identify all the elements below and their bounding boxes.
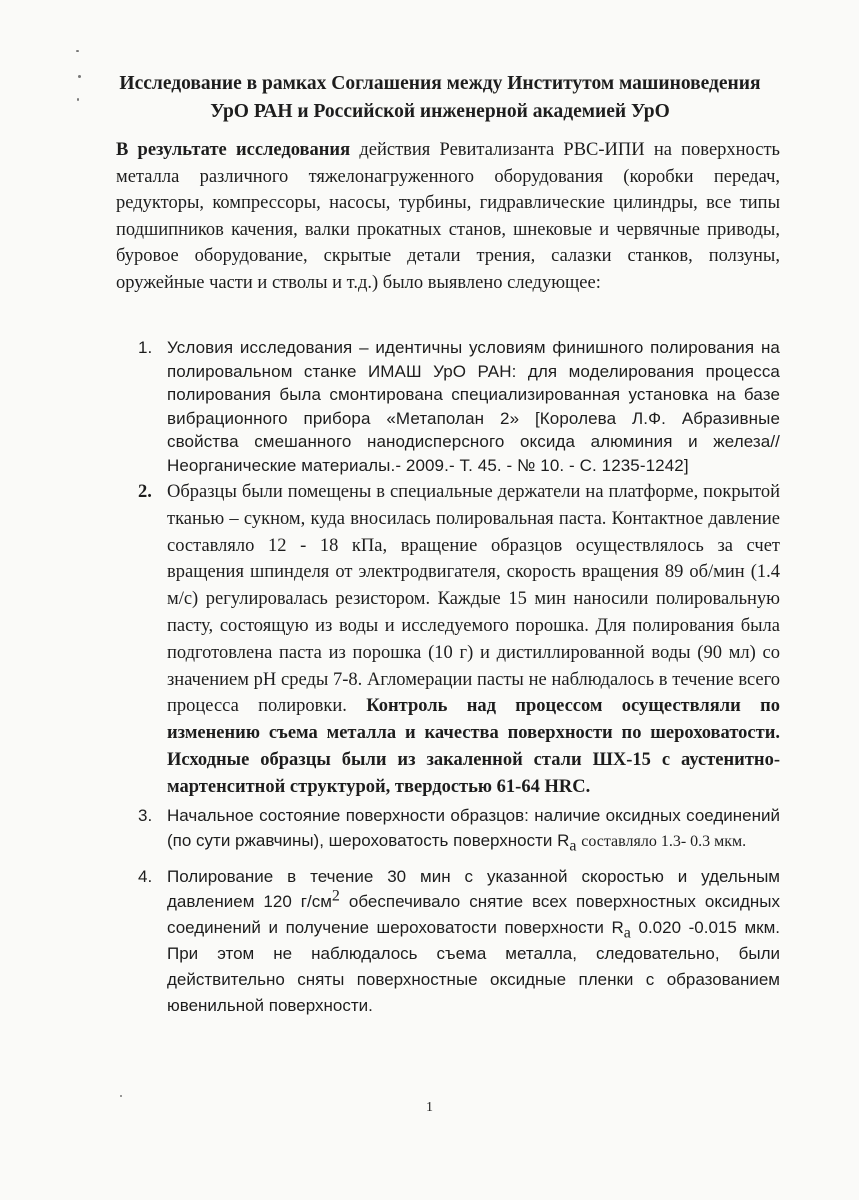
item-text-end: составляло 1.3- 0.3 мкм. (581, 833, 747, 851)
intro-paragraph (116, 137, 780, 296)
item-text: Условия исследования – идентичны условиям финишного полирования на полировальном станке ИМАШ УрО РАН: для моделирования процесса полирования была смонтирована специализированная установка на базе вибрационного прибора «Метаполан 2» [Королева Л.Ф. Абразивные свойства смешанного нанодисперсного оксида алюминия и железа// Неорганические материалы.- 2009.- Т. 45. - № 10. - С. 1235-1242] (167, 338, 780, 475)
intro-bold-lead: В результате исследования (116, 140, 351, 160)
scan-speck (77, 98, 79, 101)
item-text-end: При этом не наблюдалось съема металла, следовательно, были действительно сняты поверхностные оксидные пленки с образованием ювенильной поверхности. (167, 943, 780, 1015)
scan-speck (78, 75, 81, 78)
item-value: 0.020 -0.015 мкм. (638, 918, 780, 938)
item-number: 1. (138, 338, 153, 357)
list-item (116, 336, 780, 477)
list-item (116, 803, 780, 855)
item-bold-text: Контроль над процессом осуществляли по изменению съема металла и качества поверхности по шероховатости. Исходные образцы были из закаленной стали ШХ-15 с аустенитно-мартенситной структурой, твердостью 61-64 HRC. (167, 696, 781, 797)
scan-speck (76, 50, 79, 52)
item-number: 3. (138, 805, 153, 825)
superscript: 2 (331, 887, 340, 905)
item-text: Полирование в течение 30 мин с указанной скоростью и удельным давлением 120 г/см (167, 866, 780, 912)
subscript: a (569, 837, 577, 855)
title-line-2: УрО РАН и Российской инженерной академией УрО (210, 101, 670, 122)
scan-speck (120, 1095, 122, 1097)
item-text: Начальное состояние поверхности образцов: наличие оксидных соединений (по сути ржавчины), шероховатость поверхности R (167, 805, 780, 851)
page-number: 1 (426, 1100, 433, 1115)
findings-list (116, 336, 780, 1018)
title-line-1: Исследование в рамках Соглашения между Институтом машиноведения (119, 73, 761, 94)
list-item (116, 864, 780, 1019)
item-text-cont: обеспечивало снятие всех поверхностных оксидных соединений и получение шероховатости поверхности R (167, 892, 781, 938)
document-title (100, 70, 780, 126)
item-text: Образцы были помещены в специальные держатели на платформе, покрытой тканью – сукном, куда вносилась полировальная паста. Контактное давление составляло 12 - 18 кПа, вращение образцов осуществлялось за счет вращения шпинделя от электродвигателя, скорость вращения 89 об/мин (1.4 м/с) регулировалась резистором. Каждые 15 мин наносили полировальную пасту, состоящую из воды и исследуемого порошка. Для полирования была подготовлена паста из порошка (10 г) и дистиллированной воды (90 мл) со значением pH среды 7-8. Агломерации пасты не наблюдалось в течение всего процесса полировки. (167, 482, 780, 717)
subscript: a (623, 924, 631, 942)
list-item (116, 479, 780, 801)
item-number: 2. (138, 482, 152, 502)
item-number: 4. (138, 866, 153, 886)
intro-text: действия Ревитализанта РВС-ИПИ на поверхность металла различного тяжелонагруженного оборудования (коробки передач, редукторы, компрессоры, насосы, турбины, гидравлические цилиндры, все типы подшипников качения, валки прокатных станов, шнековые и червячные приводы, буровое оборудование, скрытые детали трения, салазки станков, ползуны, оружейные части и стволы и т.д.) было выявлено следующее: (116, 140, 780, 293)
